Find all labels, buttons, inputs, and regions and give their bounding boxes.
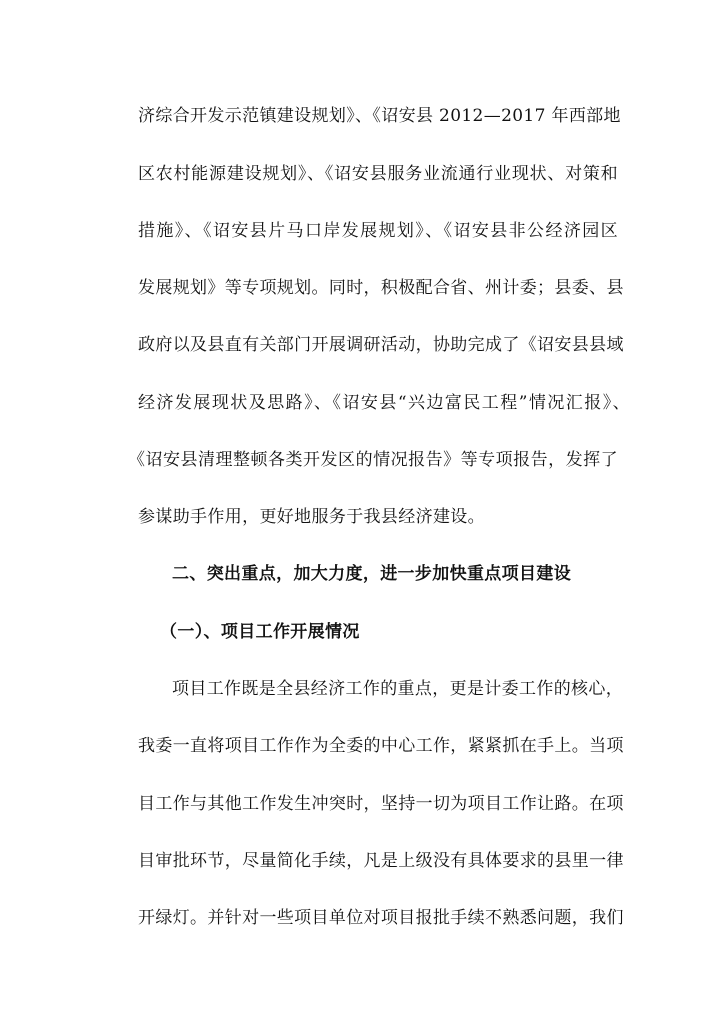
text-line: 区农村能源建设规划》、《诏安县服务业流通行业现状、对策和 <box>138 164 618 184</box>
text-line: 《诏安县清理整顿各类开发区的情况报告》等专项报告，发挥了 <box>128 450 618 470</box>
text-line: 目工作与其他工作发生冲突时，坚持一切为项目工作让路。在项 <box>138 794 624 814</box>
text-line: 我委一直将项目工作作为全委的中心工作，紧紧抓在手上。当项 <box>138 736 624 756</box>
text-line: 济综合开发示范镇建设规划》、《诏安县 2012—2017 年西部地 <box>138 106 621 126</box>
text-line: 目审批环节，尽量简化手续，凡是上级没有具体要求的县里一律 <box>138 851 624 871</box>
text-line: 政府以及县直有关部门开展调研活动，协助完成了《诏安县县域 <box>138 335 624 355</box>
text-line: 经济发展现状及思路》、《诏安县“兴边富民工程”情况汇报》、 <box>138 393 630 413</box>
text-line: 参谋助手作用，更好地服务于我县经济建设。 <box>138 507 485 527</box>
section-heading: 二、突出重点，加大力度，进一步加快重点项目建设 <box>172 564 572 584</box>
text-line: 项目工作既是全县经济工作的重点，更是计委工作的核心， <box>172 679 624 699</box>
subsection-heading: （一）、项目工作开展情况 <box>160 622 360 642</box>
text-line: 发展规划》等专项规划。同时，积极配合省、州计委；县委、县 <box>138 278 624 298</box>
text-line: 措施》、《诏安县片马口岸发展规划》、《诏安县非公经济园区 <box>138 221 618 241</box>
text-line: 开绿灯。并针对一些项目单位对项目报批手续不熟悉问题，我们 <box>138 908 624 928</box>
